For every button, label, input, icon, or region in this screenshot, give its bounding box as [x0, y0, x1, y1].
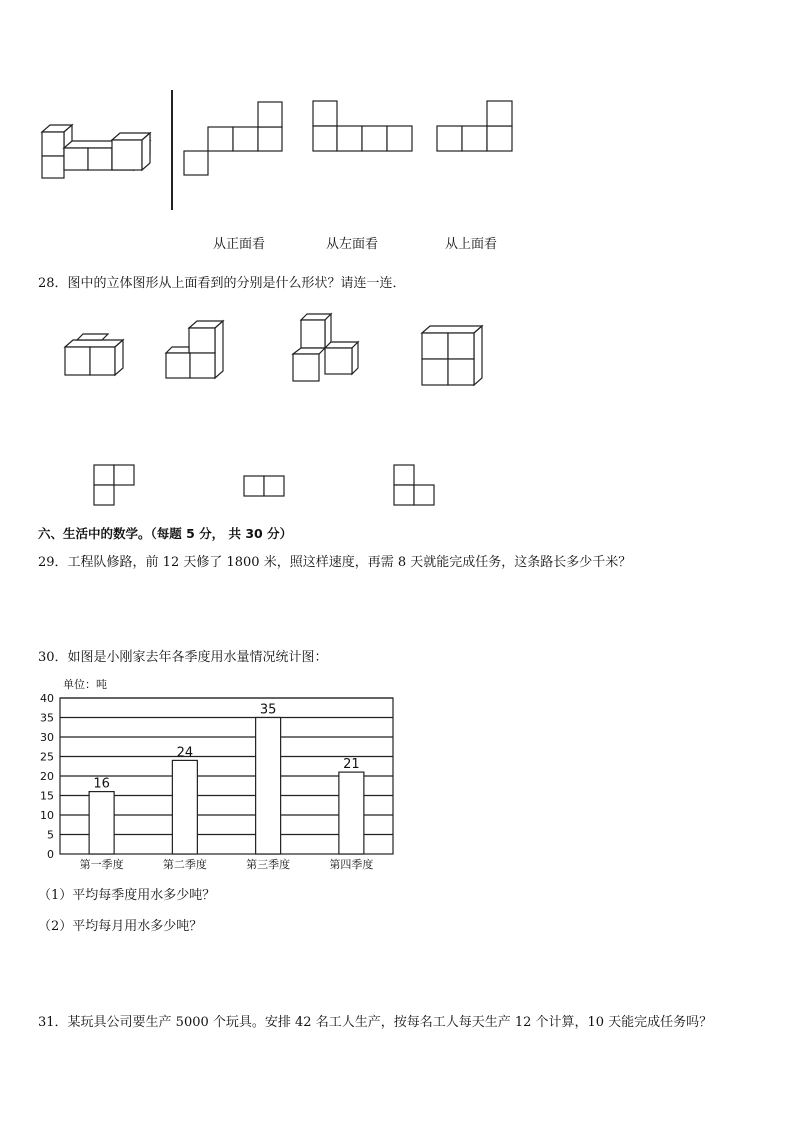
q28-view-c: [393, 464, 437, 508]
top-view-figure: [436, 100, 514, 155]
divider-line: [171, 90, 173, 210]
q28-solid-1: [64, 332, 128, 378]
section-6-title: 六、生活中的数学。（每题 5 分， 共 30 分）: [38, 526, 293, 541]
left-view-label: 从左面看: [326, 237, 379, 252]
chart-y-tick-label: 25: [40, 750, 54, 764]
question-28: 28．图中的立体图形从上面看到的分别是什么形状？请连一连．: [38, 276, 406, 291]
top-view-label: 从上面看: [445, 237, 498, 252]
chart-y-tick-label: 5: [47, 828, 54, 842]
chart-bar: [339, 772, 364, 854]
question-30-sub-2: （2）平均每月用水多少吨？: [38, 919, 203, 934]
chart-category-label: 第四季度: [329, 858, 374, 871]
left-view-figure: [312, 100, 414, 155]
chart-y-tick-label: 35: [40, 711, 54, 725]
question-30: 30．如图是小刚家去年各季度用水量情况统计图：: [38, 650, 328, 665]
chart-y-tick-label: 40: [40, 692, 54, 705]
q28-solid-3: [292, 312, 364, 384]
water-usage-bar-chart: [30, 672, 410, 872]
chart-unit-label: 单位：吨: [63, 678, 107, 691]
chart-y-tick-label: 0: [47, 848, 54, 861]
q28-view-a: [93, 464, 137, 508]
chart-bar: [172, 760, 197, 854]
chart-value-label: 24: [176, 745, 194, 761]
chart-bar: [256, 718, 281, 855]
chart-y-tick-label: 30: [40, 731, 54, 744]
q28-view-b: [243, 475, 287, 499]
question-29: 29．工程队修路，前 12 天修了 1800 米，照这样速度，再需 8 天就能完成任务，这条路长多少千米？: [38, 555, 632, 570]
chart-value-label: 21: [343, 757, 360, 773]
front-view-label: 从正面看: [213, 237, 266, 252]
chart-category-label: 第一季度: [79, 858, 124, 871]
chart-bar: [89, 792, 114, 854]
question-31: 31．某玩具公司要生产 5000 个玩具。安排 42 名工人生产，按每名工人每天生产 12 个计算，10 天能完成任务吗？: [38, 1015, 713, 1030]
chart-value-label: 35: [259, 702, 277, 718]
chart-category-label: 第三季度: [246, 858, 291, 871]
chart-y-tick-label: 10: [40, 809, 54, 822]
chart-y-tick-label: 15: [40, 789, 54, 803]
q28-solid-4: [421, 325, 485, 387]
question-30-sub-1: （1）平均每季度用水多少吨？: [38, 888, 216, 903]
q27-solid-figure: [40, 122, 160, 182]
chart-y-tick-label: 20: [40, 770, 54, 783]
q28-solid-2: [165, 318, 229, 382]
chart-category-label: 第二季度: [162, 858, 207, 871]
front-view-figure: [183, 100, 283, 180]
chart-value-label: 16: [93, 776, 110, 792]
